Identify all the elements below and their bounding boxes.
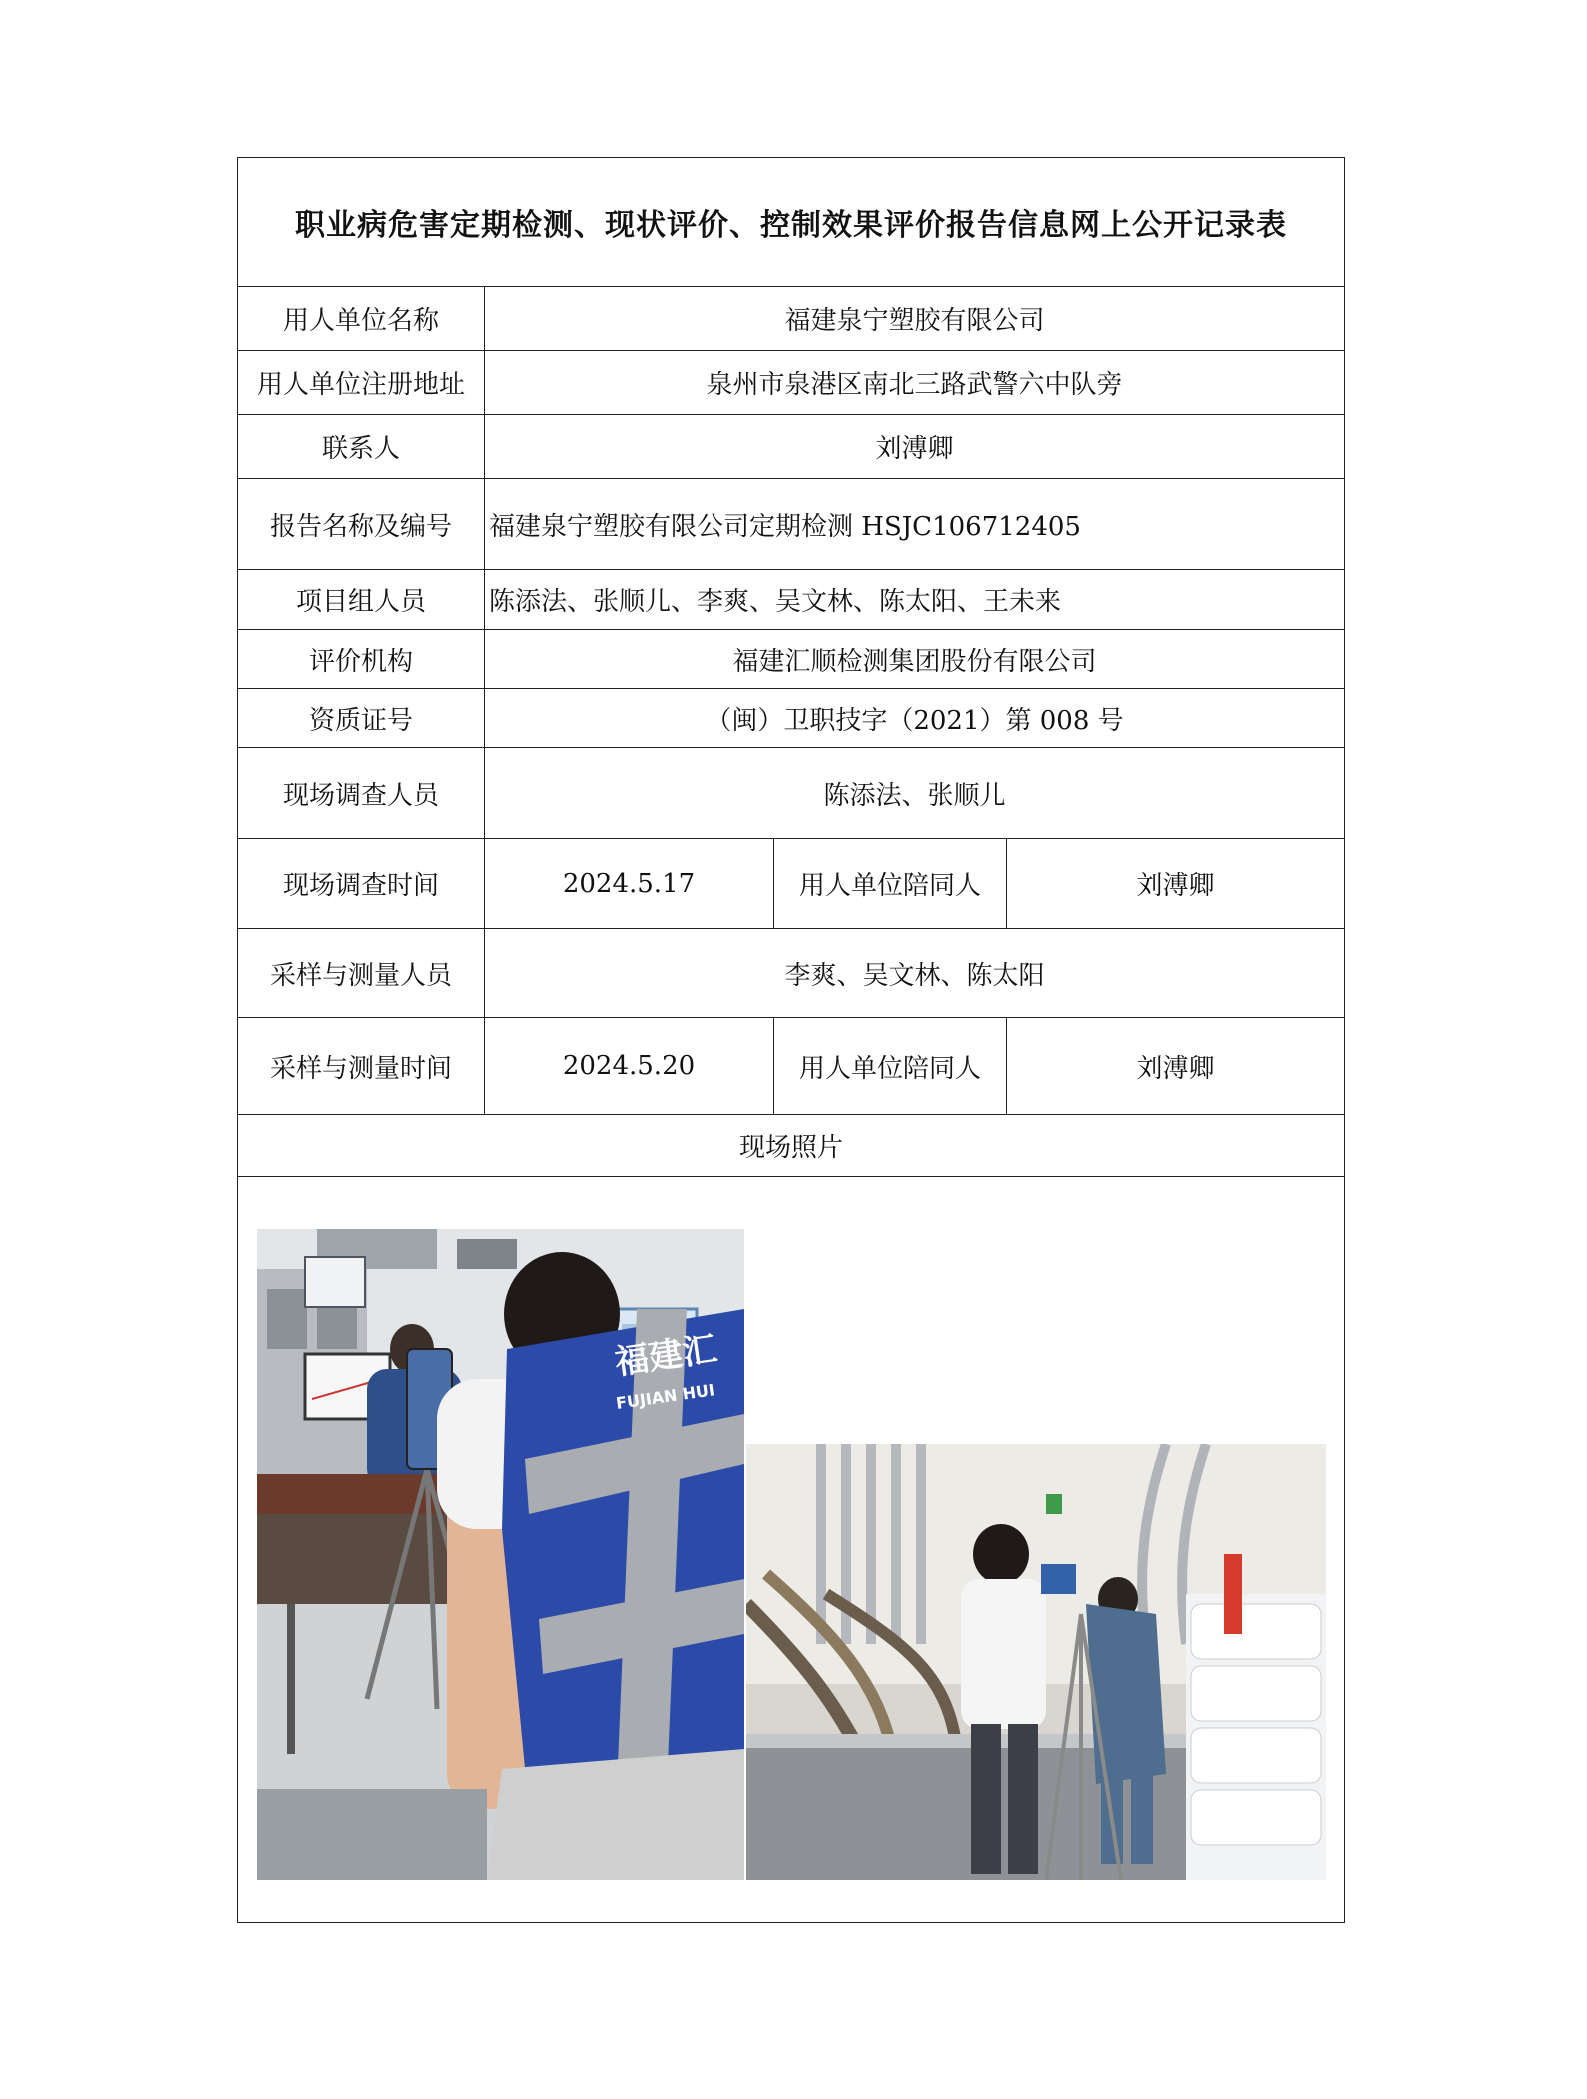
vest-print: 福建汇 bbox=[612, 1329, 720, 1383]
sampling-staff-value: 李爽、吴文林、陈太阳 bbox=[485, 929, 1345, 1018]
certificate-label: 资质证号 bbox=[238, 689, 485, 748]
team-label: 项目组人员 bbox=[238, 570, 485, 630]
survey-staff-label: 现场调查人员 bbox=[238, 748, 485, 839]
table-row bbox=[238, 748, 1345, 839]
sampling-companion-value: 刘溥卿 bbox=[1007, 1018, 1345, 1115]
certificate-value: （闽）卫职技字（2021）第 008 号 bbox=[485, 689, 1345, 748]
table-row bbox=[238, 929, 1345, 1018]
team-value: 陈添法、张顺儿、李爽、吴文林、陈太阳、王未来 bbox=[485, 570, 1345, 630]
table-row bbox=[238, 570, 1345, 630]
sampling-time-label: 采样与测量时间 bbox=[238, 1018, 485, 1115]
agency-label: 评价机构 bbox=[238, 630, 485, 689]
report-label: 报告名称及编号 bbox=[238, 479, 485, 570]
site-photo-2 bbox=[746, 1444, 1326, 1880]
sampling-companion-label: 用人单位陪同人 bbox=[774, 1018, 1007, 1115]
employer-address-label: 用人单位注册地址 bbox=[238, 351, 485, 415]
agency-value: 福建汇顺检测集团股份有限公司 bbox=[485, 630, 1345, 689]
sampling-staff-label: 采样与测量人员 bbox=[238, 929, 485, 1018]
vest-print-sub: FUJIAN HUI bbox=[614, 1380, 717, 1413]
survey-time-value: 2024.5.17 bbox=[485, 839, 774, 929]
table-row bbox=[238, 1018, 1345, 1115]
contact-label: 联系人 bbox=[238, 415, 485, 479]
page-title: 职业病危害定期检测、现状评价、控制效果评价报告信息网上公开记录表 bbox=[238, 158, 1345, 287]
employer-address-value: 泉州市泉港区南北三路武警六中队旁 bbox=[485, 351, 1345, 415]
survey-companion-label: 用人单位陪同人 bbox=[774, 839, 1007, 929]
contact-value: 刘溥卿 bbox=[485, 415, 1345, 479]
table-row bbox=[238, 351, 1345, 415]
site-photo-1 bbox=[257, 1229, 744, 1880]
sampling-time-value: 2024.5.20 bbox=[485, 1018, 774, 1115]
table-row bbox=[238, 839, 1345, 929]
table-row bbox=[238, 287, 1345, 351]
photos-header: 现场照片 bbox=[238, 1115, 1345, 1177]
table-row bbox=[238, 630, 1345, 689]
table-row bbox=[238, 479, 1345, 570]
table-row bbox=[238, 415, 1345, 479]
survey-companion-value: 刘溥卿 bbox=[1007, 839, 1345, 929]
employer-name-label: 用人单位名称 bbox=[238, 287, 485, 351]
survey-time-label: 现场调查时间 bbox=[238, 839, 485, 929]
table-row bbox=[238, 1115, 1345, 1177]
table-row bbox=[238, 1177, 1345, 1923]
employer-name-value: 福建泉宁塑胶有限公司 bbox=[485, 287, 1345, 351]
report-value: 福建泉宁塑胶有限公司定期检测 HSJC106712405 bbox=[485, 479, 1345, 570]
photos-cell bbox=[238, 1177, 1345, 1923]
record-table bbox=[237, 157, 1345, 1923]
survey-staff-value: 陈添法、张顺儿 bbox=[485, 748, 1345, 839]
table-row bbox=[238, 689, 1345, 748]
